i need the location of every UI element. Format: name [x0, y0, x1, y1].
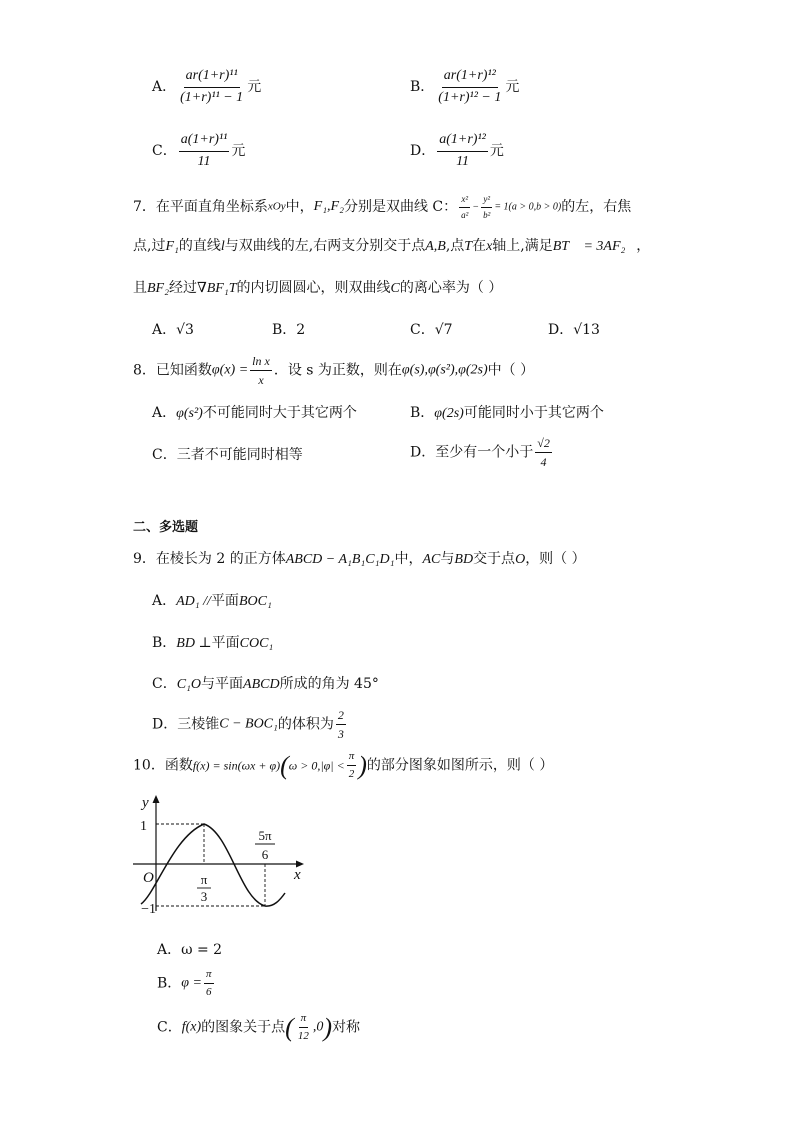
q6-option-c: C． $\frac{\text{a(1+r)¹¹}}{11}$ 元	[152, 132, 246, 169]
q7-eq-x-fraction: $\frac{\text{x²}}{\text{a²}}$	[461, 194, 469, 220]
q9-stem: 9．在棱长为 2 的正方体ABCD − A₁B₁C₁D₁中，AC与BD交于点O，则（ ）	[133, 551, 586, 567]
q10-stem: 10．函数f(x) = sin(ωx + φ)(ω > 0,|φ| < $\frac{\pi}{2}$ )的部分图象如图所示，则（ ）	[133, 750, 554, 781]
q6-option-c-fraction: $\frac{\text{a(1+r)¹¹}}{11}$	[180, 132, 228, 169]
q6-option-b: B． $\frac{\text{ar(1+r)¹²}}{\text{(1+r)¹² − 1}}$ 元	[410, 68, 520, 105]
q8-ln-fraction: $\frac{\text{ln x}}{x}$	[252, 354, 270, 388]
graph-x-label: x	[294, 867, 301, 883]
q10-option-b-fraction: $\frac{\pi}{6}$	[206, 968, 212, 999]
q7-eq-y-fraction: $\frac{\text{y²}}{\text{b²}}$	[483, 194, 491, 220]
q9-option-b: B．BD ⊥平面COC₁	[152, 635, 274, 651]
q10-option-b: B．φ = $\frac{\pi}{6}$	[157, 968, 212, 999]
q10-option-c-fraction: $\frac{\pi}{12}$	[297, 1012, 309, 1043]
q10-phi-bound-fraction: $\frac{\pi}{2}$	[348, 750, 355, 781]
q8-stem: 8．已知函数φ(x) = $\frac{\text{ln x}}{x}$ ．设 s 为正数，则在φ(s),φ(s²),φ(2s)中（ ）	[133, 354, 535, 388]
q9-option-d-fraction: $\frac{2}{3}$	[337, 708, 344, 742]
q7-option-d: D．√13	[548, 322, 600, 338]
q8-option-b: B．φ(2s)可能同时小于其它两个	[410, 405, 604, 421]
q9-option-c: C．C₁O与平面ABCD所成的角为 45°	[152, 676, 379, 692]
q9-option-d: D．三棱锥C − BOC₁的体积为 $\frac{2}{3}$	[152, 708, 344, 742]
q6-option-a-fraction: $\frac{\text{ar(1+r)¹¹}}{\text{(1+r)¹¹ − 1}}$	[180, 68, 244, 105]
q6-option-d-fraction: $\frac{\text{a(1+r)¹²}}{11}$	[439, 132, 486, 169]
graph-y-arrow-icon	[153, 795, 160, 803]
graph-y-min-label: −1	[141, 902, 156, 917]
q6-option-a: A． $\frac{\text{ar(1+r)¹¹}}{\text{(1+r)¹¹ − 1}}$ 元	[152, 68, 262, 105]
q7-option-a: A．√3	[152, 322, 194, 338]
q6-option-d: D． $\frac{\text{a(1+r)¹²}}{11}$ 元	[410, 132, 504, 169]
graph-tick-5pi6-num: 5π	[258, 828, 272, 843]
graph-tick-pi3-den: 3	[200, 889, 208, 904]
q10-option-c: C．f(x)的图象关于点( $\frac{\pi}{12}$ ,0)对称	[157, 1012, 360, 1043]
graph-y-label: y	[142, 795, 149, 811]
q8-option-c: C．三者不可能同时相等	[152, 447, 303, 463]
q6-option-b-fraction: $\frac{\text{ar(1+r)¹²}}{\text{(1+r)¹² − 1}}$	[438, 68, 502, 105]
q9-option-a: A．AD₁ //平面BOC₁	[152, 593, 272, 609]
graph-origin-label: O	[143, 870, 154, 886]
section-heading: 二、多选题	[133, 520, 199, 535]
q7-stem-line2: 点,过F₁的直线l与双曲线的左,右两支分别交于点A,B,点T在x轴上,满足BT⃗ = 3AF₂⃗，	[133, 238, 651, 254]
q7-stem-line1: 7．在平面直角坐标系xOy中，F₁,F₂分别是双曲线 C： $\frac{\text{x²}}{\text{a²}}$ − $\frac{\text{y²}}{\text{b²}}$ = 1(a > 0,b > 0)的左，右焦	[133, 194, 632, 220]
q8-option-d: D．至少有一个小于 $\frac{√2}{4}$	[410, 436, 550, 470]
q8-option-d-fraction: $\frac{√2}{4}$	[537, 436, 550, 470]
q10-option-a: A．ω = 2	[157, 942, 223, 958]
q7-stem-line3: 且BF₂经过∇BF₁T的内切圆圆心，则双曲线C的离心率为（ ）	[133, 280, 503, 296]
q7-option-c: C．√7	[410, 322, 453, 338]
q7-option-b: B．2	[272, 322, 306, 338]
q10-sine-graph	[128, 793, 308, 918]
q8-option-a: A．φ(s²)不可能同时大于其它两个	[152, 405, 357, 421]
graph-y-max-label: 1	[140, 819, 147, 834]
graph-tick-5pi6-den: 6	[261, 847, 269, 862]
graph-tick-pi3-num: π	[200, 872, 208, 887]
